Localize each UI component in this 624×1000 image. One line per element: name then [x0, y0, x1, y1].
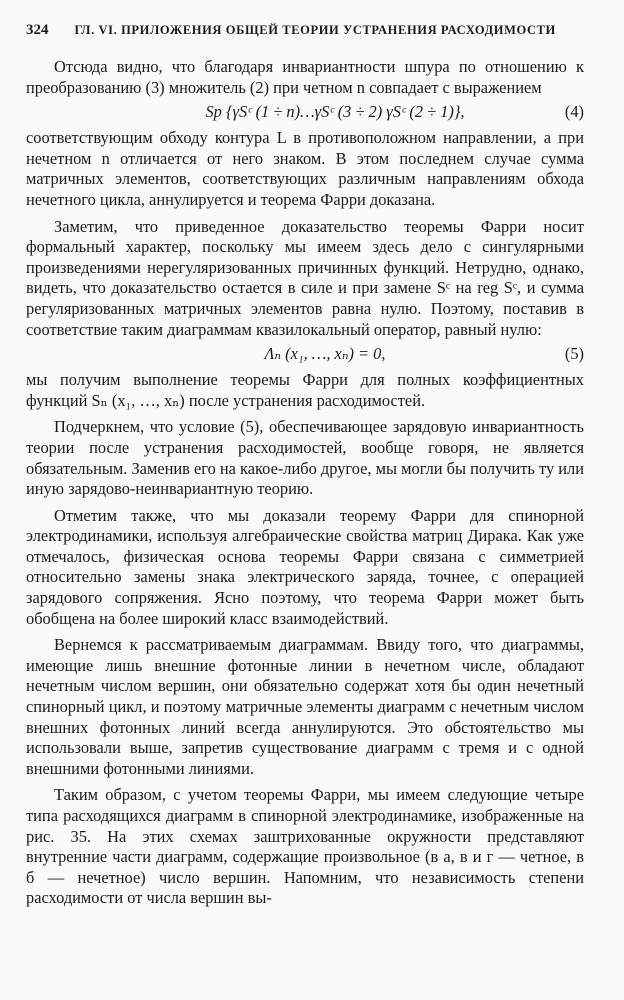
page-header: [26, 22, 584, 39]
paragraph-4: мы получим выполнение теоремы Фарри для полных коэффициентных функций Sₙ (x₁, …, xₙ) после устранения расходимостей.: [26, 370, 584, 410]
paragraph-3: Заметим, что приведенное доказательство теоремы Фарри носит формальный характер, поскольку мы имеем здесь дело с сингулярными произведениями нерегуляризованных причинных функций. Нетрудно, однако, видеть, что доказательство остается в силе и при замене Sᶜ на reg Sᶜ, и сумма регуляризованных матричных элементов равна нулю. Поэтому, поставив в соответствие таким диаграммам квазилокальный оператор, равный нулю:: [26, 216, 584, 339]
page-number: 324: [26, 22, 49, 38]
paragraph-5: Подчеркнем, что условие (5), обеспечивающее зарядовую инвариантность теории после устранения расходимостей, вообще говоря, не является обязательным. Заменив его на какое-либо другое, мы могли бы получить ту или иную зарядово-неинвариантную теорию.: [26, 417, 584, 499]
paragraph-7: Вернемся к рассматриваемым диаграммам. Ввиду того, что диаграммы, имеющие лишь внешние фотонные линии в нечетном числе, обладают нечетным числом вершин, они обязательно содержат хотя бы один нечетный спинорный цикл, и поэтому матричные элементы диаграмм с нечетным числом внешних фотонных линий всегда аннулируются. Это обстоятельство мы использовали выше, запретив существование диаграмм с тремя и с одной внешними фотонными линиями.: [26, 635, 584, 778]
paragraph-8: Таким образом, с учетом теоремы Фарри, мы имеем следующие четыре типа расходящихся диаграмм в спинорной электродинамике, изображенные на рис. 35. На этих схемах заштрихованные окружности представляют внутренние части диаграмм, содержащие произвольное (в а, в и г — четное, в б — нечетное) число вершин. Напомним, что независимость степени расходимости от числа вершин вы-: [26, 785, 584, 908]
running-title: ГЛ. VI. ПРИЛОЖЕНИЯ ОБЩЕЙ ТЕОРИИ УСТРАНЕНИЯ РАСХОДИМОСТИ: [74, 23, 556, 37]
paragraph-1: Отсюда видно, что благодаря инвариантности шпура по отношению к преобразованию (3) множитель (2) при четном n совпадает с выражением: [26, 57, 584, 97]
equation-5-number: (5): [564, 344, 584, 364]
equation-4: [26, 100, 584, 124]
equation-5: [26, 342, 584, 366]
equation-4-number: (4): [564, 102, 584, 122]
paragraph-6: Отметим также, что мы доказали теорему Фарри для спинорной электродинамики, используя алгебраические свойства матриц Дирака. Как уже отмечалось, физическая основа теоремы Фарри связана с симметрией относительно замены знака электрического заряда, точнее, с операцией зарядового сопряжения. Ясно поэтому, что теорема Фарри может быть обобщена на более широкий класс взаимодействий.: [26, 505, 584, 628]
equation-4-expression: Sp {γSᶜ (1 ÷ n)…γSᶜ (3 ÷ 2) γSᶜ (2 ÷ 1)},: [205, 102, 465, 122]
paragraph-2: соответствующим обходу контура L в противоположном направлении, а при нечетном n отличается от него знаком. В этом последнем случае сумма матричных элементов, соответствующих различным направлениям обхода нечетного цикла, аннулируется и теорема Фарри доказана.: [26, 128, 584, 209]
equation-5-expression: Λₙ (x₁, …, xₙ) = 0,: [264, 344, 386, 364]
